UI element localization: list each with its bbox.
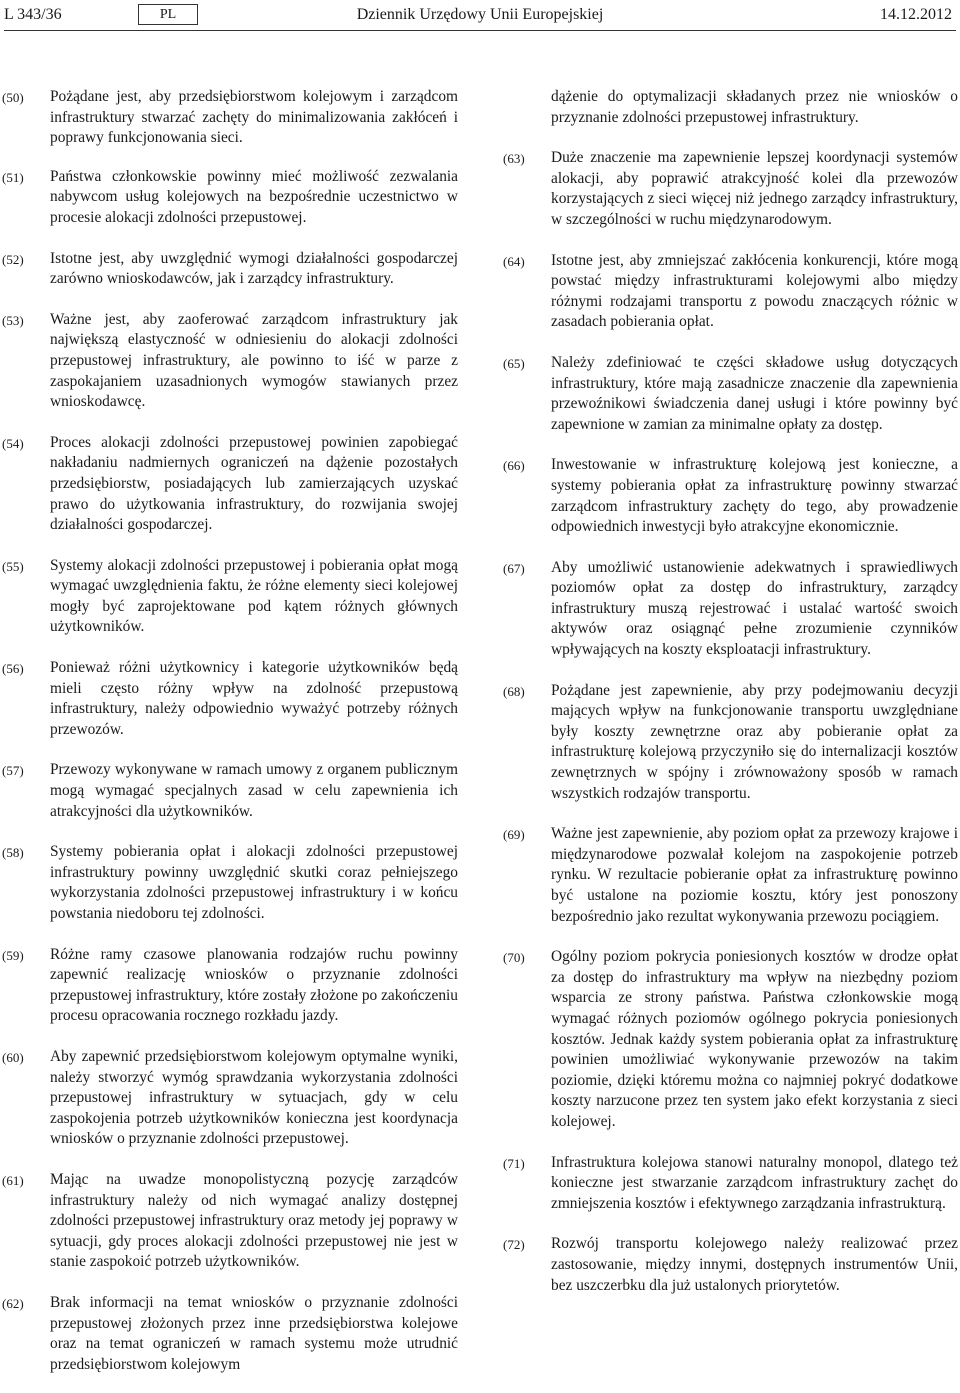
- recital: [2, 760, 458, 822]
- recital-text: Istotne jest, aby uwzględnić wymogi działalności gospodarczej zarówno wnioskodawców, jak i zarządcy infrastruktury.: [50, 249, 458, 288]
- recital-text: Proces alokacji zdolności przepustowej powinien zapobiegać nakładaniu nadmiernych ograniczeń na dążenie pozostałych przedsiębiorstw, posiadających lub zamierzających uzyskać prawo do użytkowania infrastruktury, do rozwijania swojej działalności gospodarczej.: [50, 433, 458, 534]
- recital-text: Systemy pobierania opłat i alokacji zdolności przepustowej infrastruktury powinny uwzględnić skutki coraz pełniejszego wykorzystania zdolności przepustowej infrastruktury i w końcu powstania niedoboru tej zdolności.: [50, 843, 458, 922]
- recital: [503, 1234, 958, 1296]
- recital: [503, 353, 958, 435]
- recital-number: (59): [2, 947, 24, 963]
- recital-number: (58): [2, 845, 24, 861]
- recital-text: Należy zdefiniować te części składowe usług dotyczących infrastruktury, które mają zasadnicze znaczenie dla zapewnienia przewoźnikowi świadczenia danej usługi i które powinny być zapewnione w zamian za minimalne opłaty za dostęp.: [551, 353, 958, 433]
- recital-text: Ponieważ różni użytkownicy i kategorie użytkowników będą mieli często różny wpływ na zdolność przepustową infrastruktury, należy odpowiednio wyważyć potrzeby różnych przewozów.: [50, 659, 458, 738]
- recital: [503, 824, 958, 927]
- recital: [2, 249, 458, 290]
- language-badge: PL: [138, 4, 198, 25]
- recital-number: (61): [2, 1172, 24, 1188]
- recital-text: Ważne jest, aby zaoferować zarządcom infrastruktury jak największą elastyczność w odniesieniu do alokacji zdolności przepustowej infrastruktury, ale powinno to iść w parze z zaspokajaniem uzasadnionych wymogów stawianych przez wnioskodawcę.: [50, 310, 458, 411]
- page-header: [4, 4, 956, 28]
- recital: [2, 842, 458, 924]
- recital-number: [503, 87, 551, 128]
- recital-text: Państwa członkowskie powinny mieć możliwość zezwalania nabywcom usług kolejowych na bezpośrednie uczestnictwo w procesie alokacji zdolności przepustowej.: [50, 167, 458, 226]
- recital: [503, 947, 958, 1132]
- right-column: [503, 67, 958, 1296]
- recital-number: (54): [2, 435, 24, 451]
- recital: [2, 1170, 458, 1273]
- recital-text: Pożądane jest, aby przedsiębiorstwom kolejowym i zarządcom infrastruktury stwarzać zachęty do minimalizowania zakłóceń i poprawy funkcjonowania sieci.: [50, 88, 458, 147]
- recital-text: Duże znaczenie ma zapewnienie lepszej koordynacji systemów alokacji, aby poprawić atrakcyjność kolei dla przewozów korzystających z sieci więcej niż jednego zarządcy infrastruktury, w szczególności w ruchu międzynarodowym.: [551, 149, 958, 228]
- recital: [2, 1047, 458, 1150]
- recital-text: Infrastruktura kolejowa stanowi naturalny monopol, dlatego też konieczne jest stwarzanie zarządcom infrastruktury zachęt do zmniejszenia kosztów i efektywnego zarządzania infrastrukturą.: [551, 1153, 958, 1212]
- left-column: [2, 67, 458, 1375]
- recital-text: Brak informacji na temat wniosków o przyznanie zdolności przepustowej złożonych przez inne przedsiębiorstwa kolejowe oraz na temat ograniczeń w ramach systemu może utrudnić przedsiębiorstwom kolejowym: [50, 1293, 458, 1373]
- recital-text: Aby zapewnić przedsiębiorstwom kolejowym optymalne wyniki, należy stworzyć wymóg sprawdzania wykorzystania zdolności przepustowej infrastruktury w sytuacjach, gdy w celu zaspokojenia potrzeb użytkowników konieczna jest koordynacja wniosków o przyznanie zdolności przepustowej.: [50, 1047, 458, 1148]
- recital-number: (64): [503, 253, 525, 269]
- recital-number: (68): [503, 683, 525, 699]
- recital: [2, 1293, 458, 1375]
- recital-number: (55): [2, 558, 24, 574]
- recital-number: (60): [2, 1049, 24, 1065]
- recital-text: Mając na uwadze monopolistyczną pozycję zarządców infrastruktury należy od nich wymagać analizy dostępnej zdolności przepustowej infrastruktury oraz metody jej poprawy w sytuacji, gdy proces alokacji zdolności przepustowej nie jest w stanie zaspokoić potrzeb użytkowników.: [50, 1170, 458, 1271]
- recital: [2, 310, 458, 413]
- recital: [503, 558, 958, 661]
- recital-number: (65): [503, 355, 525, 371]
- recital-text: Przewozy wykonywane w ramach umowy z organem publicznym mogą wymagać specjalnych zasad w celu zapewnienia ich atrakcyjności dla użytkowników.: [50, 761, 458, 820]
- recital: [503, 87, 958, 128]
- recital-number: (63): [503, 151, 525, 167]
- recital-text: Istotne jest, aby zmniejszać zakłócenia konkurencji, które mogą powstać między infrastrukturami kolejowymi albo między różnymi rodzajami transportu z powodu znaczących różnic w zasadach pobierania opłat.: [551, 251, 958, 331]
- recital-text: Pożądane jest zapewnienie, aby przy podejmowaniu decyzji mających wpływ na funkcjonowanie transportu uwzględniane były koszty zewnętrzne oraz aby pobieranie opłat za infrastrukturę kolejową przyczyniło się do internalizacji kosztów zewnętrznych w spójny i zrównoważony sposób w ramach wszystkich rodzajów transportu.: [551, 681, 958, 802]
- recital-text: Ogólny poziom pokrycia poniesionych kosztów w drodze opłat za dostęp do infrastruktury ma wpływ na niezbędny poziom wsparcia ze strony państwa. Państwa członkowskie mogą wymagać różnych poziomów ogólnego pokrycia poniesionych kosztów. Jednak każdy system pobierania opłat za infrastrukturę powinien umożliwiać wykonywanie przewozów na takim poziomie, dzięki któremu można co najmniej pokryć dodatkowe koszty narzucone przez ten system jako efekt korzystania z sieci kolejowej.: [551, 948, 958, 1130]
- recital-number: (50): [2, 90, 24, 105]
- journal-title: Dziennik Urzędowy Unii Europejskiej: [356, 6, 604, 23]
- page-reference: L 343/36: [4, 6, 62, 23]
- recital-text: dążenie do optymalizacji składanych przez nie wniosków o przyznanie zdolności przepustowej infrastruktury.: [551, 88, 958, 126]
- recital-text: Rozwój transportu kolejowego należy realizować przez zastosowanie, między innymi, dostępnych instrumentów Unii, bez uszczerbku dla już ustalonych priorytetów.: [551, 1235, 958, 1294]
- recital-number: (72): [503, 1237, 525, 1253]
- recital: [2, 945, 458, 1027]
- recital-number: (62): [2, 1295, 24, 1311]
- header-rule: [4, 30, 956, 31]
- recital-number: (52): [2, 251, 24, 267]
- recital-number: (70): [503, 950, 525, 966]
- recital-number: (56): [2, 661, 24, 677]
- recital: [2, 87, 458, 149]
- recital-text: Różne ramy czasowe planowania rodzajów ruchu powinny zapewnić realizację wniosków o przyznanie zdolności przepustowej infrastruktury, które zostały złożone po zakończeniu procesu opracowania rocznego rozkładu jazdy.: [50, 945, 458, 1025]
- recital: [2, 556, 458, 638]
- recital-number: (67): [503, 560, 525, 576]
- recital-text: Ważne jest zapewnienie, aby poziom opłat za przewozy krajowe i międzynarodowe pozwalał kolejom na zaspokojenie potrzeb rynku. W rezultacie pobieranie opłat za infrastrukturę powinno być ustalone na poziomie kosztu, który jest ponoszony bezpośrednio jako rezultat wykonywania przewozu pociągiem.: [551, 825, 958, 925]
- recital: [503, 148, 958, 230]
- recital: [2, 658, 458, 740]
- recital-number: (53): [2, 312, 24, 328]
- publication-date: 14.12.2012: [880, 6, 952, 23]
- recital: [503, 1153, 958, 1215]
- recital-number: (51): [2, 169, 24, 185]
- recital: [2, 433, 458, 536]
- recital-number: (57): [2, 763, 24, 779]
- recital-number: (66): [503, 458, 525, 474]
- recital: [503, 681, 958, 805]
- recital-text: Systemy alokacji zdolności przepustowej i pobierania opłat mogą wymagać uwzględnienia faktu, że różne elementy sieci kolejowej mogły być zaprojektowane pod kątem różnych głównych użytkowników.: [50, 556, 458, 636]
- recital: [2, 167, 458, 229]
- recital-text: Aby umożliwić ustanowienie adekwatnych i sprawiedliwych poziomów opłat za dostęp do infrastruktury, zarządcy infrastruktury muszą rejestrować i ustalać wartość swoich aktywów oraz osiągnąć pełne zrozumienie czynników wpływających na koszty eksploatacji infrastruktury.: [551, 558, 958, 659]
- recital: [503, 455, 958, 537]
- recital-text: Inwestowanie w infrastrukturę kolejową jest konieczne, a systemy pobierania opłat za infrastrukturę powinny stwarzać zarządcom infrastruktury zachęty do tego, aby prowadzenie odpowiednich inwestycji było atrakcyjne ekonomicznie.: [551, 456, 958, 536]
- recital-number: (69): [503, 827, 525, 843]
- recital: [503, 251, 958, 333]
- recital-number: (71): [503, 1155, 525, 1171]
